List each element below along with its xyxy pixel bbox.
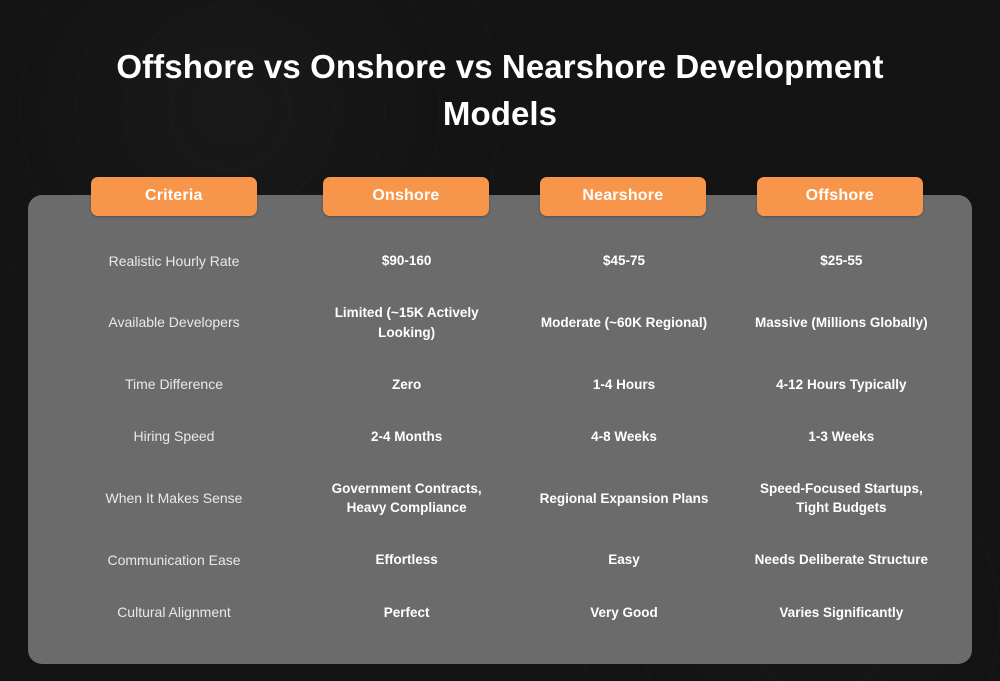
header-slot-onshore (298, 177, 515, 216)
cell-onshore: 2-4 Months (371, 428, 443, 444)
cell-onshore: Perfect (383, 604, 430, 620)
page-title: Offshore vs Onshore vs Nearshore Development Models (116, 48, 884, 132)
table-row (50, 463, 950, 534)
cell-onshore: $90-160 (381, 253, 432, 269)
cell-offshore: 4-12 Hours Typically (776, 376, 907, 392)
header-slot-nearshore (514, 177, 731, 216)
column-header-offshore: Offshore (757, 177, 923, 216)
cell-onshore: Effortless (375, 552, 438, 568)
cell-nearshore: Regional Expansion Plans (539, 490, 709, 506)
cell-onshore: Limited (~15K Actively Looking) (334, 305, 479, 340)
row-label: Hiring Speed (133, 428, 215, 445)
table-header-row (50, 177, 950, 216)
cell-offshore: $25-55 (820, 253, 863, 269)
table-row (50, 410, 950, 462)
cell-offshore: Varies Significantly (779, 604, 904, 620)
cell-nearshore: Easy (608, 552, 640, 568)
header-slot-offshore (731, 177, 948, 216)
row-label: Realistic Hourly Rate (108, 252, 240, 269)
cell-offshore: Massive (Millions Globally) (755, 314, 928, 330)
table-row (50, 586, 950, 638)
row-label: When It Makes Sense (105, 490, 243, 507)
row-label: Available Developers (108, 314, 240, 331)
table-row (50, 358, 950, 410)
column-header-nearshore: Nearshore (540, 177, 706, 216)
table-row (50, 534, 950, 586)
row-label: Cultural Alignment (117, 604, 231, 621)
header-slot-criteria (50, 177, 298, 216)
cell-nearshore: 1-4 Hours (592, 376, 656, 392)
cell-offshore: Speed-Focused Startups, Tight Budgets (759, 480, 923, 516)
cell-onshore: Government Contracts, Heavy Compliance (331, 480, 482, 516)
row-label: Communication Ease (107, 551, 241, 568)
comparison-table-card (28, 186, 972, 665)
table-row (50, 287, 950, 358)
cell-offshore: Needs Deliberate Structure (754, 552, 928, 568)
cell-nearshore: 4-8 Weeks (591, 428, 657, 444)
cell-onshore: Zero (392, 376, 422, 392)
column-header-criteria: Criteria (91, 177, 257, 216)
cell-nearshore: Very Good (590, 604, 658, 620)
row-label: Time Difference (124, 376, 224, 393)
cell-nearshore: $45-75 (602, 253, 646, 269)
table-row (50, 229, 950, 287)
comparison-table (50, 229, 950, 639)
cell-nearshore: Moderate (~60K Regional) (540, 314, 708, 330)
comparison-table-wrapper (28, 138, 972, 665)
cell-offshore: 1-3 Weeks (808, 428, 875, 444)
column-header-onshore: Onshore (323, 177, 489, 216)
